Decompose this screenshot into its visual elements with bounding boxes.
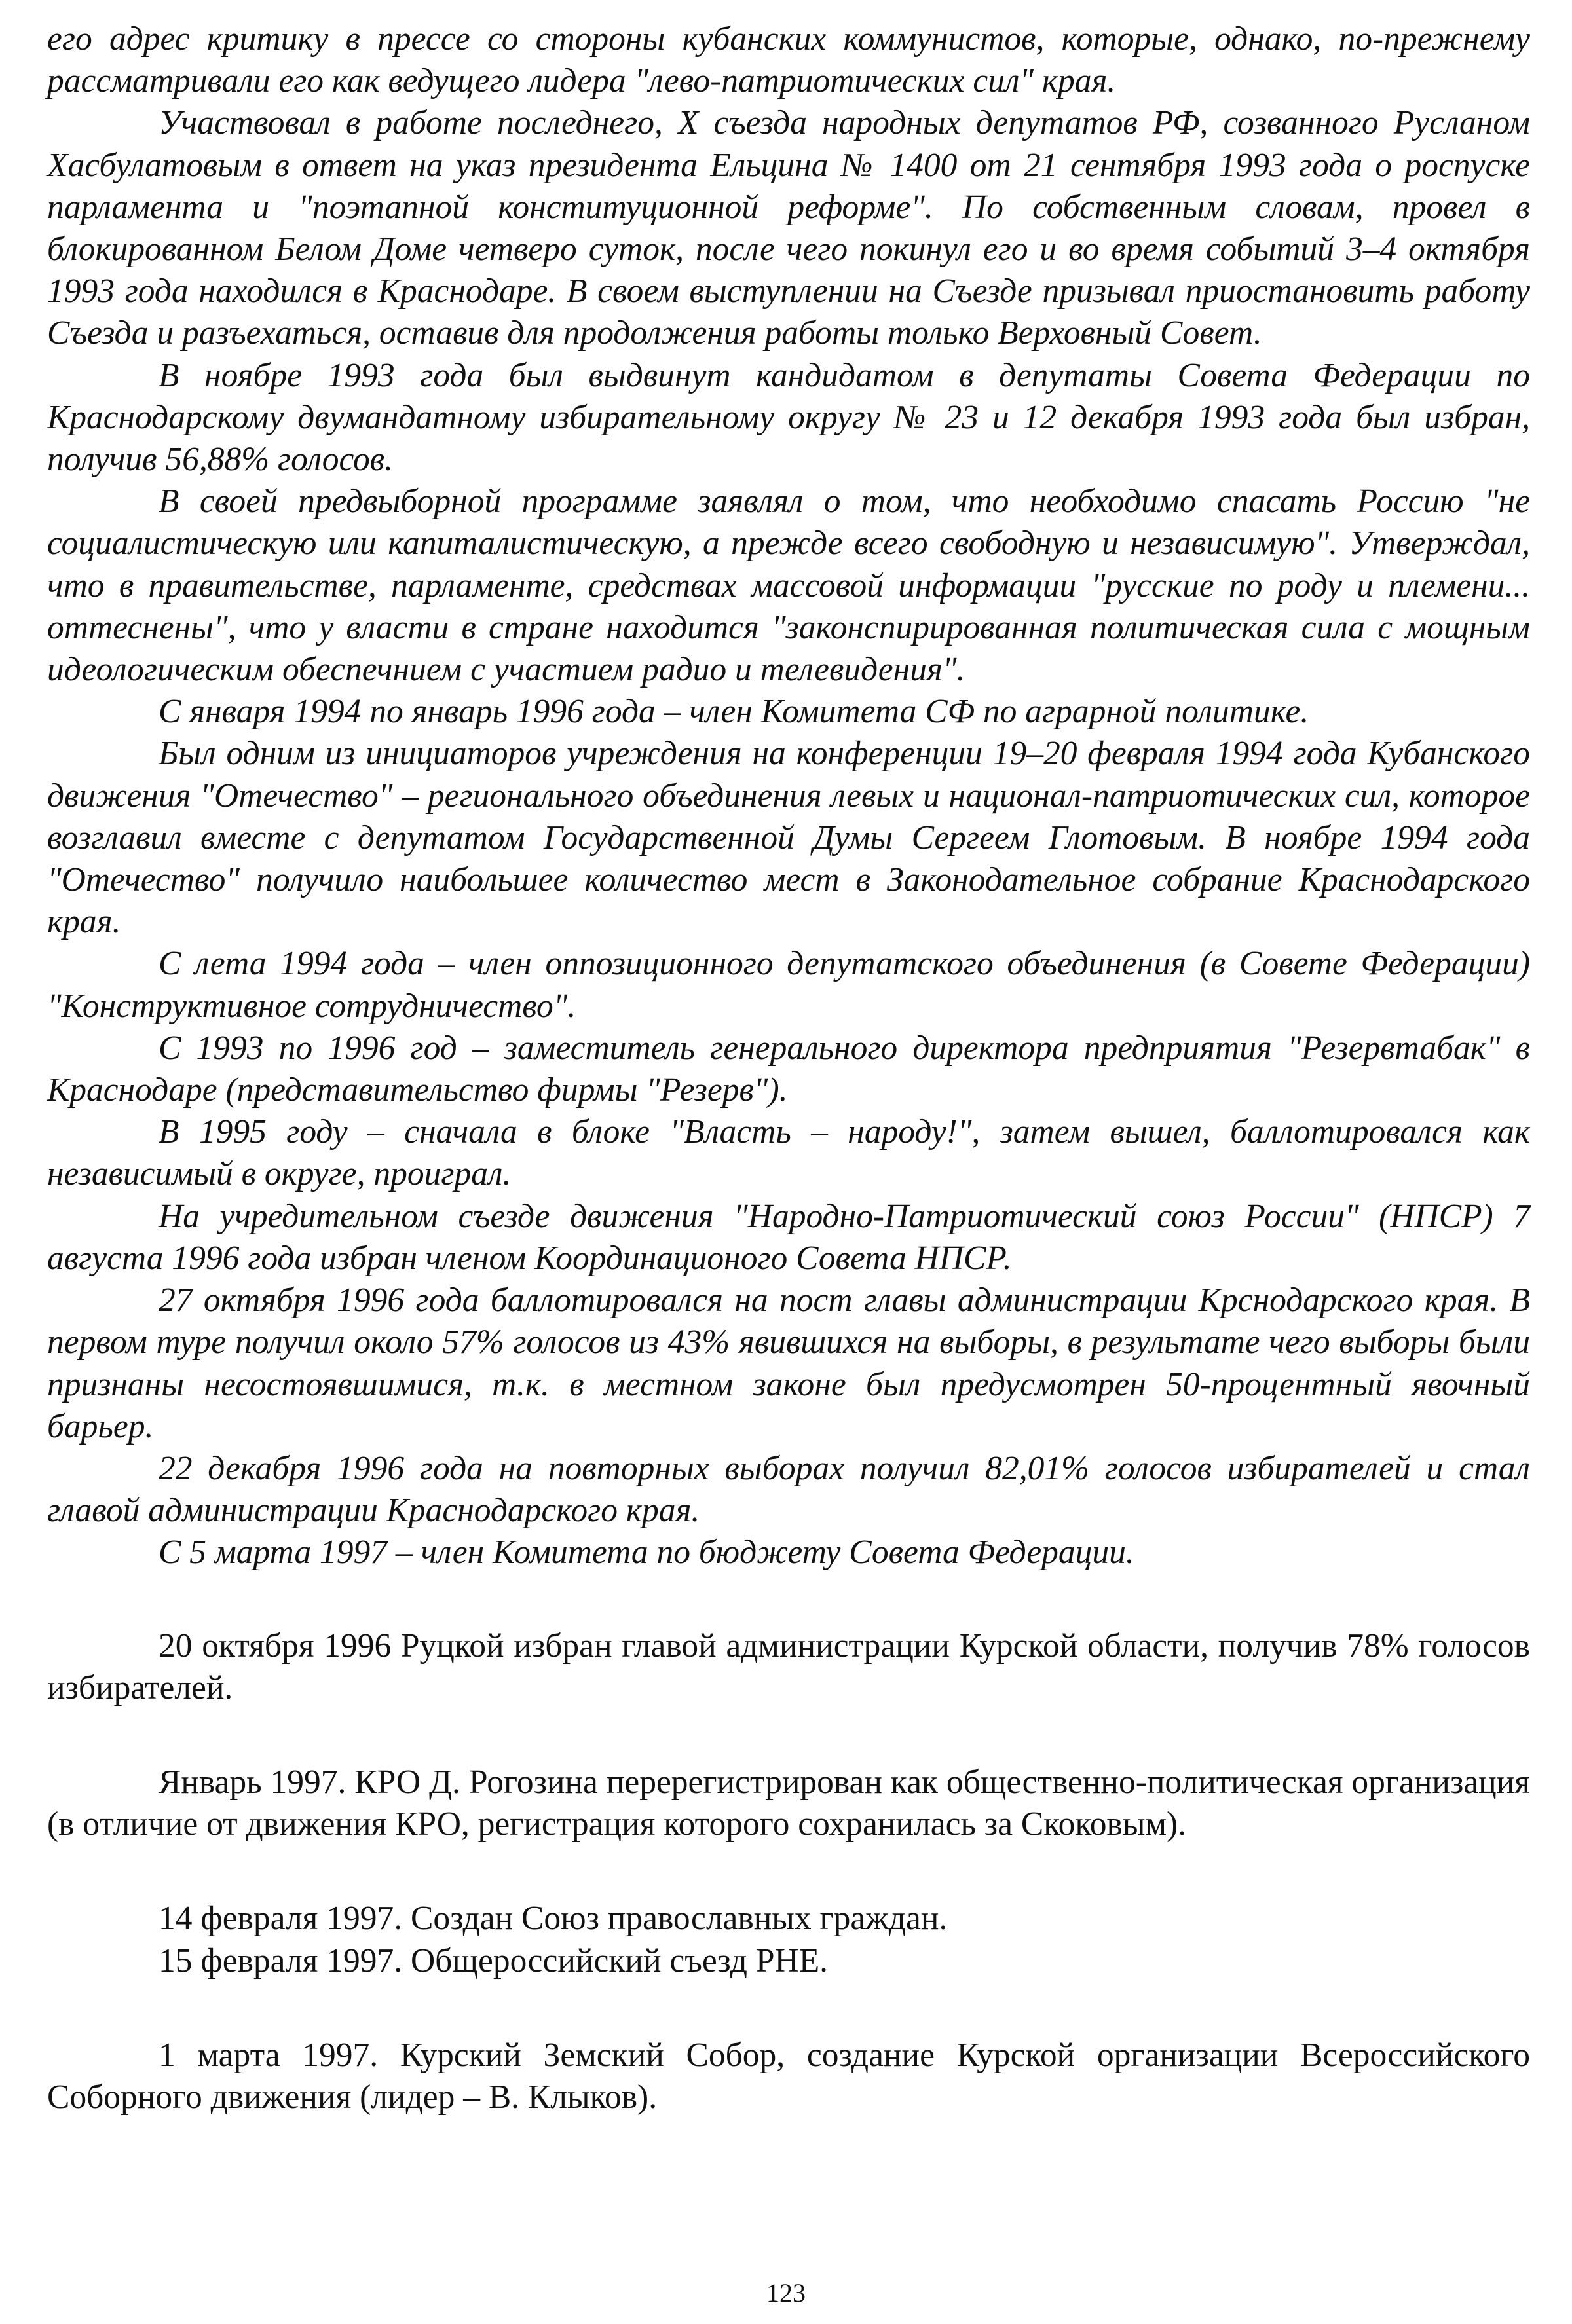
chronology-entry: 15 февраля 1997. Общероссийский съезд РНЕ. (159, 1942, 829, 1980)
paragraph: В 1995 году – сначала в блоке "Власть – народу!", затем вышел, баллотировался как независимый в округе, проиграл. (47, 1113, 1530, 1193)
paragraph: В своей предвыборной программе заявлял о том, что необходимо спасать Россию "не социалистическую или капиталистическую, а прежде всего свободную и независимую". Утверждал, что в правительстве, парламенте, средствах массовой информации "русские по роду и племени... оттеснены", что у власти в стране находится "законспирированная политическая сила с мощным идеологическим обеспечнием с участием радио и телевидения". (47, 483, 1530, 689)
chronology-entry: Январь 1997. КРО Д. Рогозина перерегистрирован как общественно-политическая организация (в отличие от движения КРО, регистрация которого сохранилась за Скоковым). (47, 1763, 1530, 1843)
paragraph: Был одним из инициаторов учреждения на конференции 19–20 февраля 1994 года Кубанского движения "Отечество" – регионального объединения левых и национал-патриотических сил, которое возглавил вместе с депутатом Государственной Думы Сергеем Глотовым. В ноябре 1994 года "Отечество" получило наибольшее количество мест в Законодательное собрание Краснодарского края. (47, 735, 1530, 941)
page-number: 123 (766, 2278, 806, 2308)
chronology-section (47, 1625, 1530, 2119)
paragraph: На учредительном съезде движения "Народно-Патриотический союз России" (НПСР) 7 августа 1996 года избран членом Координационого Совета НПСР. (47, 1197, 1530, 1277)
paragraph: 22 декабря 1996 года на повторных выборах получил 82,01% голосов избирателей и стал главой администрации Краснодарского края. (47, 1449, 1530, 1530)
paragraph: С 5 марта 1997 – член Комитета по бюджету Совета Федерации. (159, 1534, 1134, 1572)
chronology-entry: 1 марта 1997. Курский Земский Собор, создание Курской организации Всероссийского Соборного движения (лидер – В. Клыков). (47, 2036, 1530, 2116)
paragraph: С 1993 по 1996 год – заместитель генерального директора предприятия "Резервтабак" в Краснодаре (представительство фирмы "Резерв"). (47, 1029, 1530, 1109)
document-page (47, 18, 1530, 2118)
paragraph: В ноябре 1993 года был выдвинут кандидатом в депутаты Совета Федерации по Краснодарскому двумандатному избирательному округу № 23 и 12 декабря 1993 года был избран, получив 56,88% голосов. (47, 356, 1530, 479)
paragraph: Участвовал в работе последнего, X съезда народных депутатов РФ, созванного Русланом Хасбулатовым в ответ на указ президента Ельцина № 1400 от 21 сентября 1993 года о роспуске парламента и "поэтапной конституционной реформе". По собственным словам, провел в блокированном Белом Доме четверо суток, после чего покинул его и во время событий 3–4 октября 1993 года находился в Краснодаре. В своем выступлении на Съезде призывал приостановить работу Съезда и разъехаться, оставив для продолжения работы только Верховный Совет. (47, 104, 1530, 352)
chronology-entry: 20 октября 1996 Руцкой избран главой администрации Курской области, получив 78% голосов избирателей. (47, 1627, 1530, 1706)
biography-section (47, 18, 1530, 1574)
paragraph: 27 октября 1996 года баллотировался на пост главы администрации Крснодарского края. В первом туре получил около 57% голосов из 43% явившихся на выборы, в результате чего выборы были признаны несостоявшимися, т.к. в местном законе был предусмотрен 50-процентный явочный барьер. (47, 1282, 1530, 1445)
paragraph: его адрес критику в прессе со стороны кубанских коммунистов, которые, однако, по-прежнему рассматривали его как ведущего лидера "лево-патриотических сил" края. (47, 20, 1530, 100)
chronology-entry: 14 февраля 1997. Создан Союз православных граждан. (159, 1900, 948, 1938)
paragraph: С лета 1994 года – член оппозиционного депутатского объединения (в Совете Федерации) "Конструктивное сотрудничество". (47, 945, 1530, 1025)
paragraph: С января 1994 по январь 1996 года – член Комитета СФ по аграрной политике. (159, 693, 1309, 731)
